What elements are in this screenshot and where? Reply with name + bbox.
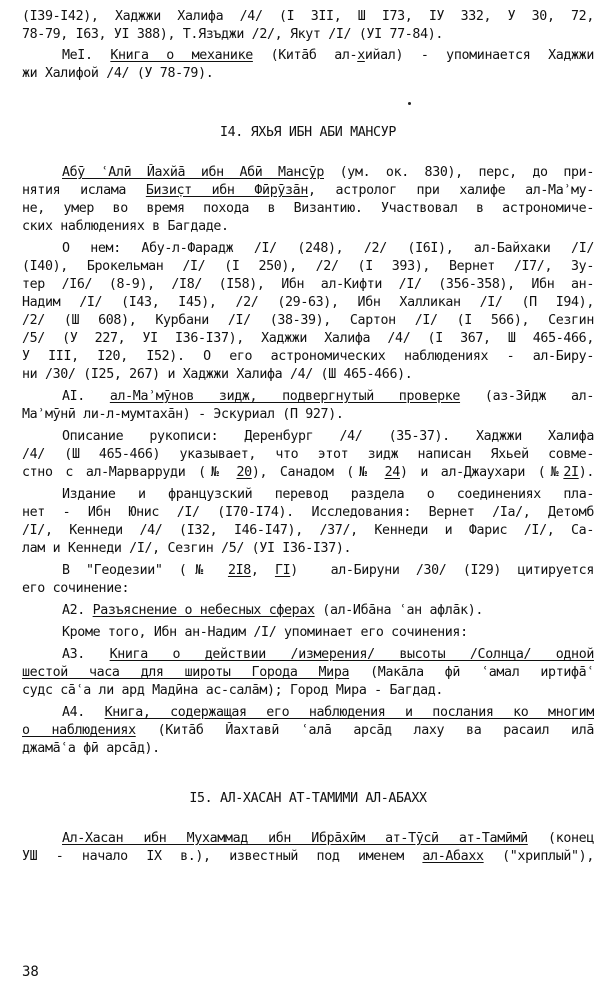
text-line: ни /30/ (I25, 267) и Хаджжи Халифа /4/ (Ш 465-466).	[22, 367, 413, 382]
text-line: О нем: Абу-л-Фарадж /I/ (248), /2/ (I6I), ал-Байхаки /I/	[62, 241, 594, 256]
section-heading: I5. АЛ-ХАСАН АТ-ТАМИМИ АЛ-АБАХХ	[189, 791, 427, 806]
text-line: /2/ (Ш 608), Курбани /I/ (38-39), Сартон /I/ (I 566), Сезгин	[22, 313, 594, 328]
text-line: В "Геодезии" (№ 2I8, ГI) ал-Бируни /30/ (I29) цитируется	[62, 563, 594, 578]
speck	[408, 102, 411, 105]
text-line: лам и Кеннеди /I/, Сезгин /5/ (УI I36-I37).	[22, 541, 352, 556]
text-line: AI. ал-Маʾмӯнов зидж, подвергнутый проверке (аз-Зӣдж ал-	[62, 389, 594, 404]
text-line: 78-79, I63, УI 388), Т.Язъджи /2/, Якут /I/ (УI 77-84).	[22, 27, 444, 42]
text-line: ских наблюдениях в Багдаде.	[22, 219, 229, 234]
text-line: (I39-I42), Хаджжи Халифа /4/ (I 3II, Ш I73, IУ 332, У 30, 72,	[22, 9, 594, 24]
text-line: А4. Книга, содержащая его наблюдения и послания ко многим	[62, 705, 594, 720]
text-line: судс са̄ʿа ли ард Мадӣна ас-сала̄м); Город Мира - Багдад.	[22, 683, 444, 698]
text-line: А2. Разъяснение о небесных сферах (ал-Ибāна ʿан афлāк).	[62, 603, 484, 618]
text-line: не, умер во время похода в Византию. Участвовал в астрономиче-	[22, 201, 594, 216]
text-line: УШ - начало IX в.), известный под именем ал-Абахх ("хриплый"),	[22, 849, 594, 864]
text-line: его сочинение:	[22, 581, 130, 596]
text-line: нятия ислама Бизи̣ст ибн Фӣрӯза̄н, астролог при халифе ал-Маʾму-	[22, 183, 594, 198]
text-line: /5/ (У 227, УI I36-I37), Хаджжи Халифа /4/ (I 367, Ш 465-466,	[22, 331, 594, 346]
text-line: джама̄ʿа фӣ арса̄д).	[22, 741, 160, 756]
page-number: 38	[22, 964, 39, 980]
text-line: о наблюдениях (Кита̄б Йахтавӣ ʿала̄ арса̄д лаху ва расаил ила̄	[22, 723, 594, 738]
text-line: жи Халифой /4/ (У 78-79).	[22, 66, 214, 81]
text-line: /I/, Кеннеди /4/ (I32, I46-I47), /37/, Кеннеди и Фарис /I/, Са-	[22, 523, 594, 538]
text-line: стно с ал-Марварруди (№ 20), Санадом (№ 24) и ал-Джаухари (№2I).	[22, 465, 594, 480]
text-line: Кроме того, Ибн ан-Надим /I/ упоминает его сочинения:	[62, 625, 468, 640]
text-line: нет - Ибн Юнис /I/ (I70-I74). Исследования: Вернет /Iа/, Детомб	[22, 505, 594, 520]
text-line: Издание и французский перевод раздела о соединениях пла-	[62, 487, 594, 502]
text-line: Описание рукописи: Деренбург /4/ (35-37). Хаджжи Халифа	[62, 429, 594, 444]
text-line: /4/ (Ш 465-466) указывает, что этот зидж написан Яхьей совме-	[22, 447, 594, 462]
text-line: Маʾмӯнӣ ли-л-мумтаха̄н) - Эскуриал (П 927).	[22, 407, 344, 422]
text-line: (I40), Брокельман /I/ (I 250), /2/ (I 393), Вернет /I7/, Зу-	[22, 259, 594, 274]
text-line: шестой часа для широты Города Мира (Мака̄ла фӣ ʿамал иртифа̄ʿ	[22, 665, 594, 680]
text-line: Ал-Хасан ибн Мухаммад ибн Ибра̄хӣм ат-Тӯсӣ ат-Тамӣмӣ (конец	[62, 831, 594, 846]
text-line: Абӯ ʿАлӣ Йахйа̄ ибн Абӣ Мансӯр (ум. ок. 830), перс, до при-	[62, 165, 594, 180]
text-line: Надим /I/ (I43, I45), /2/ (29-63), Ибн Халликан /I/ (П I94),	[22, 295, 594, 310]
section-heading: I4. ЯХЬЯ ИБН АБИ МАНСУР	[219, 125, 397, 140]
text-line: У III, I20, I52). О его астрономических наблюдениях - ал-Биру-	[22, 349, 594, 364]
text-line: А3. Книга о действии /измерения/ высоты /Солнца/ одной	[62, 647, 594, 662]
text-line: МеI. Книга о механике (Кита̄б ал-хийал) - упоминается Хаджжи	[62, 48, 594, 63]
text-line: тер /I6/ (8-9), /I8/ (I58), Ибн ал-Кифти /I/ (356-358), Ибн ан-	[22, 277, 594, 292]
